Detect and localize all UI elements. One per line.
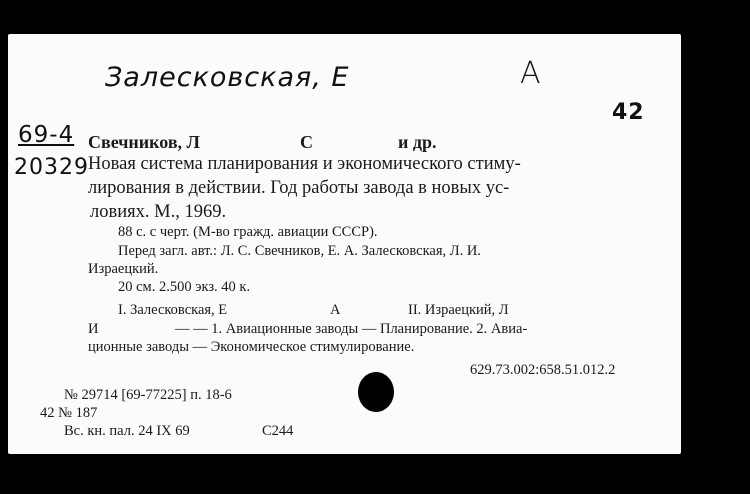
tracing-1c: II. Израецкий, Л [408, 302, 509, 318]
record-1: № 29714 [69-77225] п. 18-6 [64, 387, 232, 403]
handwritten-number: 42 [612, 100, 645, 125]
format: 20 см. 2.500 экз. 40 к. [118, 279, 251, 295]
note-line-1: Перед загл. авт.: Л. С. Свечников, Е. А. Залесковская, Л. И. [118, 243, 481, 259]
shelf-mark-top: 69-4 [18, 122, 75, 148]
record-3: Вс. кн. пал. 24 IX 69 [64, 423, 190, 439]
tracing-1b: А [330, 302, 341, 318]
tracing-2a: И [88, 321, 99, 337]
handwritten-name: Залесковская, Е [105, 62, 350, 93]
title-line-1: Новая система планирования и экономического стиму- [88, 154, 521, 174]
title-line-2: лирования в действии. Год работы завода в новых ус- [88, 178, 510, 198]
author-initial: С [300, 132, 313, 152]
author-heading: Свечников, Л [88, 132, 200, 152]
record-2: 42 № 187 [40, 405, 98, 421]
handwritten-letter: А [520, 56, 542, 91]
author-etal: и др. [398, 132, 437, 152]
tracing-1a: I. Залесковская, Е [118, 302, 228, 318]
collation: 88 с. с черт. (М-во гражд. авиации СССР). [118, 224, 378, 240]
record-3b: С244 [262, 423, 294, 439]
shelf-mark-bottom: 20329 [14, 155, 89, 180]
title-line-3: ловиях. М., 1969. [90, 202, 227, 222]
tracing-2b: — — 1. Авиационные заводы — Планирование. 2. Авиа- [175, 321, 528, 337]
classification: 629.73.002:658.51.012.2 [470, 362, 616, 378]
punch-hole [358, 372, 394, 412]
tracing-3: ционные заводы — Экономическое стимулирование. [88, 339, 415, 355]
note-line-2: Израецкий. [88, 261, 159, 277]
